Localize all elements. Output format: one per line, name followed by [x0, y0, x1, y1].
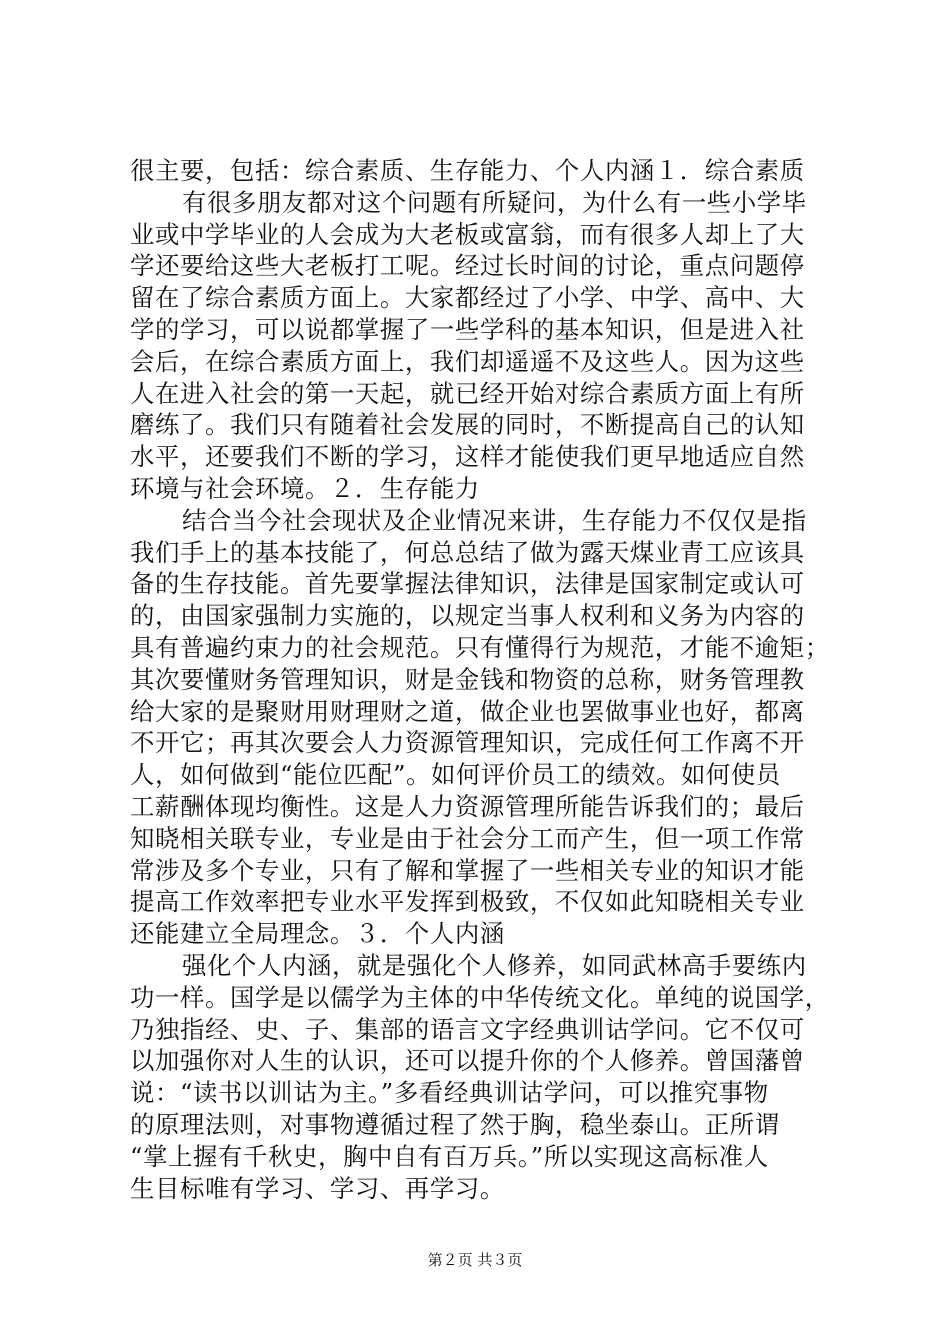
text-line: 备的生存技能。首先要掌握法律知识，法律是国家制定或认可: [130, 569, 805, 599]
text-line: 人，如何做到“能位匹配”。如何评价员工的绩效。如何使员: [130, 760, 781, 790]
text-line: 水平，还要我们不断的学习，这样才能使我们更早地适应自然: [130, 442, 805, 472]
text-line: 的，由国家强制力实施的，以规定当事人权利和义务为内容的: [130, 601, 805, 631]
text-line: 提高工作效率把专业水平发挥到极致，不仅如此知晓相关专业: [130, 887, 805, 917]
document-body: [130, 155, 840, 1204]
text-line: 还能建立全局理念。３．个人内涵: [130, 919, 505, 949]
text-line: “掌上握有千秋史，胸中自有百万兵。”所以实现这高标准人: [130, 1141, 769, 1171]
text-line: 留在了综合素质方面上。大家都经过了小学、中学、高中、大: [130, 283, 805, 313]
text-line: 环境与社会环境。２．生存能力: [130, 473, 480, 503]
text-line: 会后，在综合素质方面上，我们却遥遥不及这些人。因为这些: [130, 346, 805, 376]
text-line: 的原理法则，对事物遵循过程了然于胸，稳坐泰山。正所谓: [130, 1109, 780, 1139]
text-line: 具有普遍约束力的社会规范。只有懂得行为规范，才能不逾矩；: [130, 632, 830, 662]
text-line: 工薪酬体现均衡性。这是人力资源管理所能告诉我们的；最后: [130, 791, 805, 821]
text-line: 磨练了。我们只有随着社会发展的同时，不断提高自己的认知: [130, 410, 805, 440]
paragraph-first-line: 结合当今社会现状及企业情况来讲，生存能力不仅仅是指: [182, 505, 807, 535]
text-line: 学的学习，可以说都掌握了一些学科的基本知识，但是进入社: [130, 314, 805, 344]
text-line: 业或中学毕业的人会成为大老板或富翁，而有很多人却上了大: [130, 219, 805, 249]
page-footer: 第２页 共３页: [427, 1251, 523, 1269]
text-line: 常涉及多个专业，只有了解和掌握了一些相关专业的知识才能: [130, 855, 805, 885]
paragraph-first-line: 有很多朋友都对这个问题有所疑问，为什么有一些小学毕: [182, 187, 807, 217]
text-line: 以加强你对人生的认识，还可以提升你的个人修养。曾国藩曾: [130, 1046, 805, 1076]
text-line: 不开它；再其次要会人力资源管理知识，完成任何工作离不开: [130, 728, 805, 758]
text-line: 很主要，包括：综合素质、生存能力、个人内涵１．综合素质: [130, 156, 805, 185]
text-line: 生目标唯有学习、学习、再学习。: [130, 1173, 505, 1203]
text-line: 我们手上的基本技能了，何总总结了做为露天煤业青工应该具: [130, 537, 805, 567]
text-line: 乃独指经、史、子、集部的语言文字经典训诂学问。它不仅可: [130, 1014, 805, 1044]
text-line: 人在进入社会的第一天起，就已经开始对综合素质方面上有所: [130, 378, 805, 408]
paragraph-first-line: 强化个人内涵，就是强化个人修养，如同武林高手要练内: [182, 950, 807, 980]
text-line: 说：“读书以训诂为主。”多看经典训诂学问，可以推究事物: [130, 1078, 769, 1108]
text-line: 功一样。国学是以儒学为主体的中华传统文化。单纯的说国学，: [130, 982, 830, 1012]
text-line: 其次要懂财务管理知识，财是金钱和物资的总称，财务管理教: [130, 664, 805, 694]
text-line: 知晓相关联专业，专业是由于社会分工而产生，但一项工作常: [130, 823, 805, 853]
text-line: 学还要给这些大老板打工呢。经过长时间的讨论，重点问题停: [130, 251, 805, 281]
text-line: 给大家的是聚财用财理财之道，做企业也罢做事业也好，都离: [130, 696, 805, 726]
